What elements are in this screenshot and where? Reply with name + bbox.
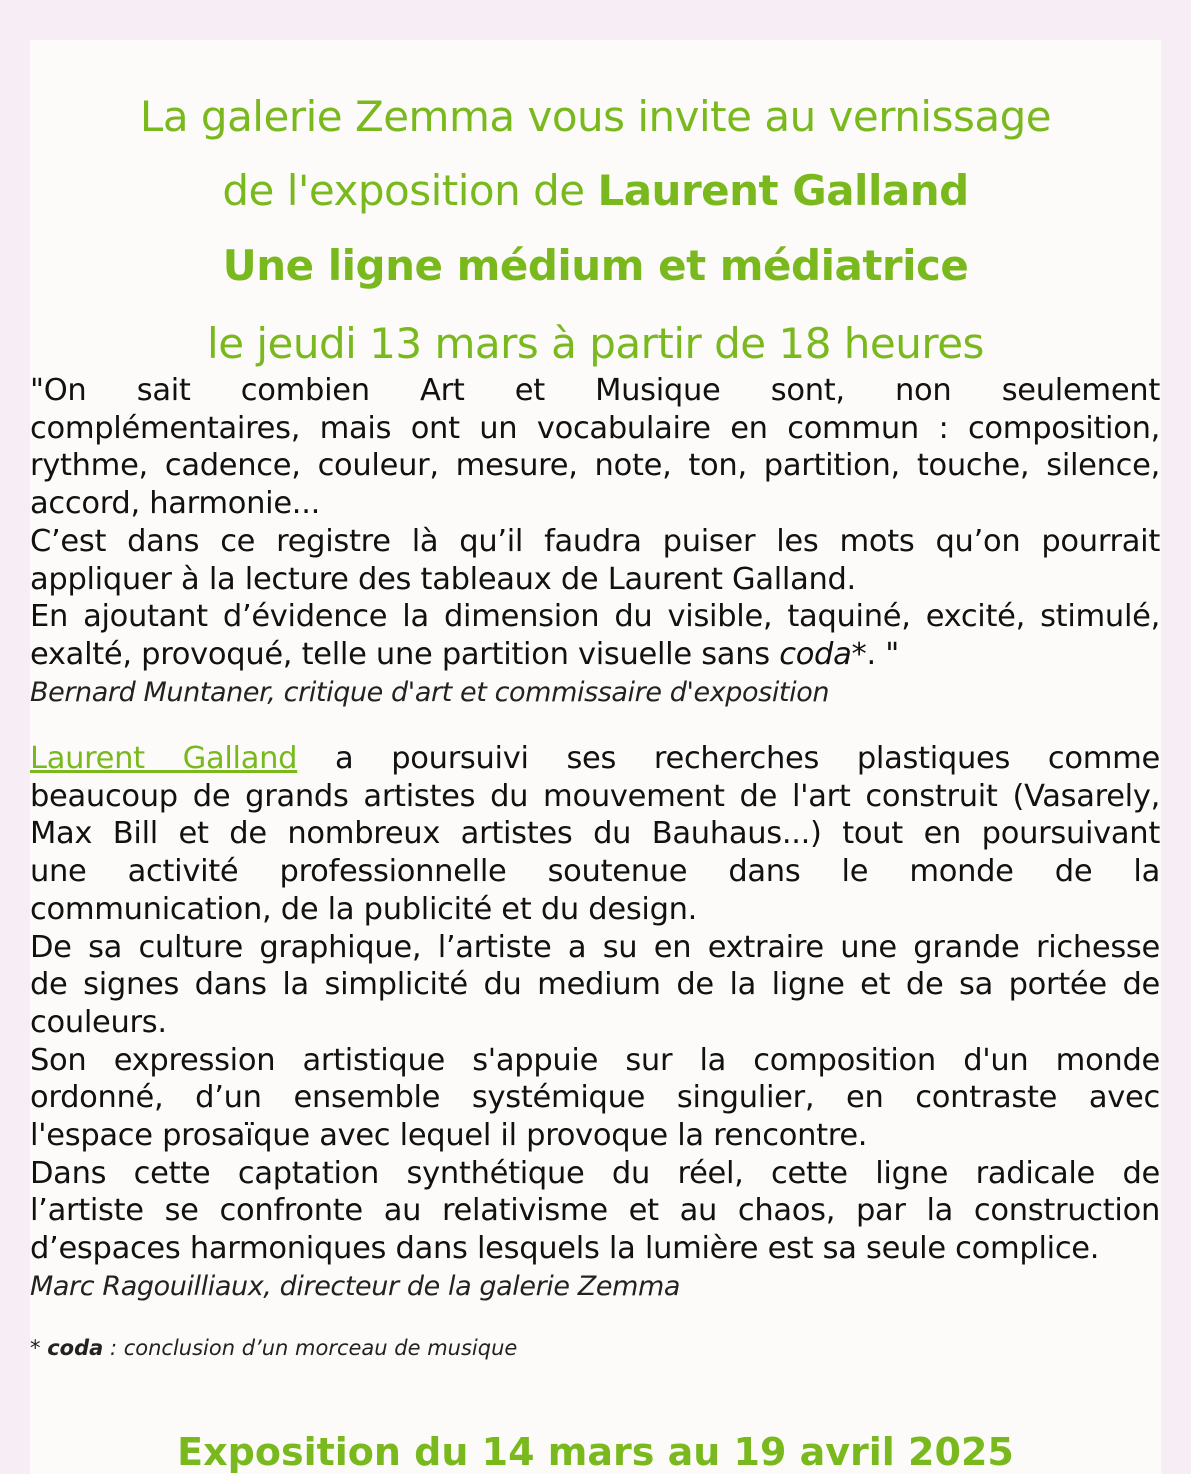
exhibition-title: Une ligne médium et médiatrice [222,241,969,290]
coda-word: coda* [779,636,867,672]
quote-line: "On sait combien Art et Musique sont, non seulement [30,373,1160,408]
invitation-line: La galerie Zemma vous invite au vernissage [139,92,1052,141]
exhibition-line [30,166,1161,215]
invitation-card [30,40,1161,1474]
quote-line: C’est dans ce registre là qu’il faudra puiser les mots qu’on pourrait [30,523,1160,559]
body-line: l'espace prosaïque avec lequel il provoque la rencontre. [30,1118,868,1154]
body-line: Dans cette captation synthétique du réel, cette ligne radicale de [30,1155,1160,1191]
quote-line: En ajoutant d’évidence la dimension du visible, taquiné, excité, stimulé, [30,599,1160,635]
body-line: d’espaces harmoniques dans lesquels la lumière est sa seule complice. [30,1231,1100,1267]
footnote-star: * [30,1336,48,1360]
body-line: une activité professionnelle soutenue dans le monde de la [30,854,1160,890]
quote-end: . " [866,636,899,672]
footnote-term: coda [47,1336,104,1360]
body-line: couleurs. [30,1004,167,1040]
quote-text: exalté, provoqué, telle une partition visuelle sans [30,636,780,672]
body-line: ordonné, d’un ensemble systémique singulier, en contraste avec [30,1080,1160,1116]
quote-line-final [30,636,1160,674]
opening-date: le jeudi 13 mars à partir de 18 heures [207,319,984,368]
body-line: De sa culture graphique, l’artiste a su en extraire une grande richesse [30,929,1160,965]
footnote-definition: : conclusion d’un morceau de musique [103,1336,518,1360]
quote-line: appliquer à la lecture des tableaux de Laurent Galland. [30,561,856,597]
body-line: l’artiste se confronte au relativisme et au chaos, par la construction [30,1193,1160,1229]
coda-footnote [30,1336,517,1360]
body-line: communication, de la publicité et du design. [30,891,698,927]
body-line: Max Bill et de nombreux artistes du Bauhaus...) tout en poursuivant [30,816,1160,852]
critic-signature: Bernard Muntaner, critique d'art et commissaire d'exposition [30,677,830,708]
quote-line: rythme, cadence, couleur, mesure, note, ton, partition, touche, silence, [30,448,1160,484]
exhibition-prefix: de l'exposition de [222,166,598,215]
body-line: de signes dans la simplicité du medium de la ligne et de sa portée de [30,967,1160,1003]
body-line: Son expression artistique s'appuie sur la composition d'un monde [30,1042,1160,1078]
gallery-text [30,740,1160,1268]
quote-line: complémentaires, mais ont un vocabulaire en commun : composition, [30,410,1160,446]
body-line-text: a poursuivi ses recherches plastiques comme [297,741,1160,776]
artist-name-heading: Laurent Galland [597,166,969,215]
artist-link[interactable]: Laurent Galland [30,741,298,776]
quote-line: accord, harmonie... [30,486,320,522]
critic-quote [30,372,1160,674]
body-line [30,740,1160,778]
exhibition-dates: Exposition du 14 mars au 19 avril 2025 [177,1430,1014,1474]
body-line: beaucoup de grands artistes du mouvement de l'art construit (Vasarely, [30,778,1160,814]
gallery-director-signature: Marc Ragouilliaux, directeur de la galerie Zemma [30,1271,681,1302]
